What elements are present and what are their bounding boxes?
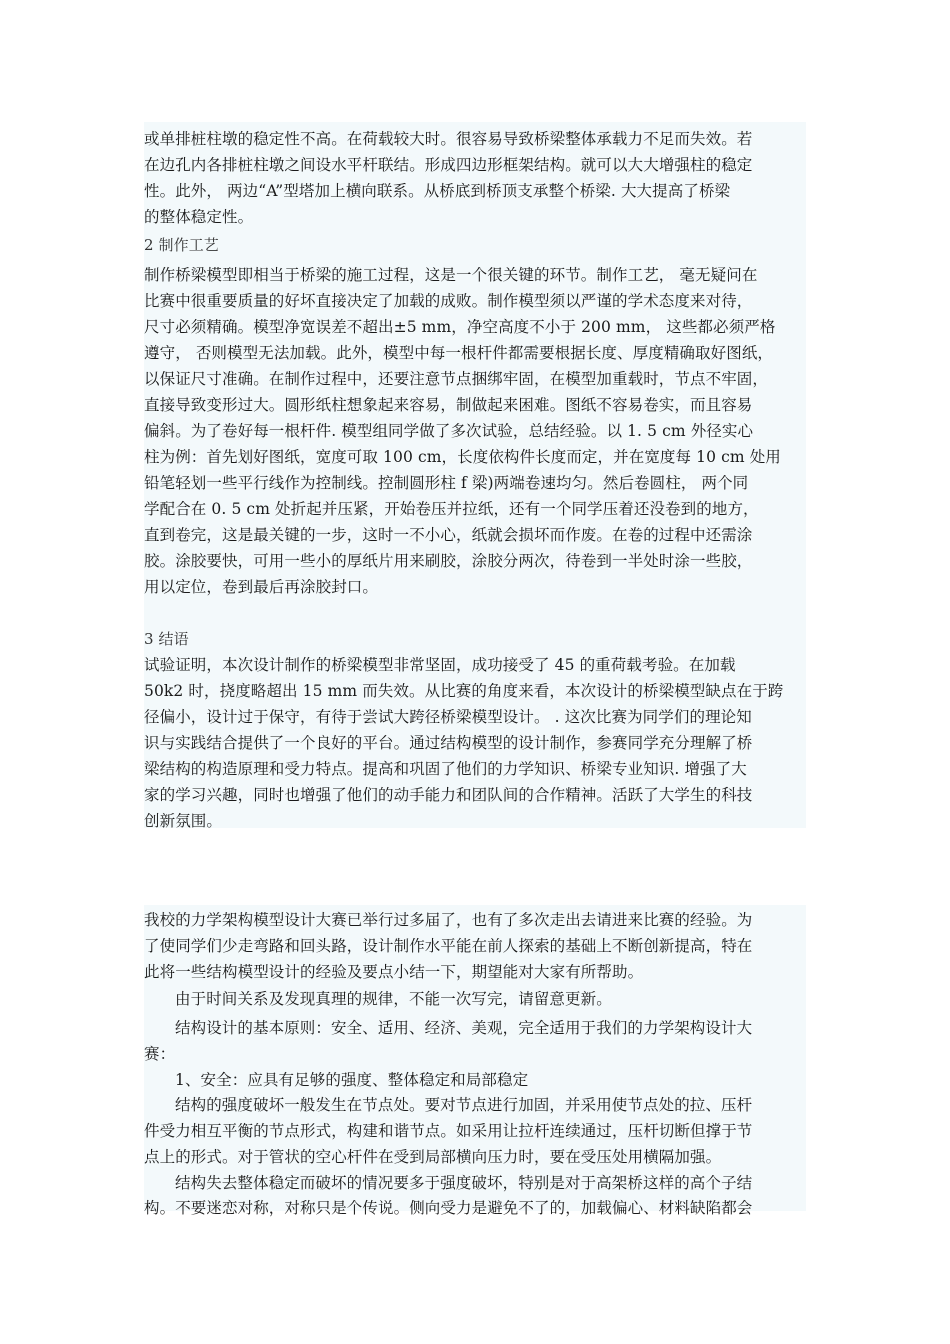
paragraph-line: 结构的强度破坏一般发生在节点处。要对节点进行加固，并采用使节点处的拉、压杆 bbox=[175, 1096, 753, 1114]
paragraph-line: 此将一些结构模型设计的经验及要点小结一下，期望能对大家有所帮助。 bbox=[144, 963, 644, 981]
paragraph-line: 件受力相互平衡的节点形式，构建和谐节点。如采用让拉杆连续通过，压杆切断但撑于节 bbox=[144, 1122, 753, 1140]
paragraph-line: 直接导致变形过大。圆形纸柱想象起来容易，制做起来困难。图纸不容易卷实，而且容易 bbox=[144, 396, 753, 414]
paragraph-line: 遵守， 否则模型无法加载。此外，模型中每一根杆件都需要根据长度、厚度精确取好图纸， bbox=[144, 344, 774, 362]
section-heading-2: 2 制作工艺 bbox=[144, 236, 219, 254]
lower-text-block bbox=[144, 905, 806, 1217]
paragraph-line: 比赛中很重要质量的好坏直接决定了加载的成败。制作模型须以严谨的学术态度来对待， bbox=[144, 292, 753, 310]
paragraph-line: 了使同学们少走弯路和回头路，设计制作水平能在前人探索的基础上不断创新提高，特在 bbox=[144, 937, 753, 955]
section-heading-3: 3 结语 bbox=[144, 630, 189, 648]
paragraph-line: 性。此外， 两边“A”型塔加上横向联系。从桥底到桥顶支承整个桥梁. 大大提高了桥梁 bbox=[144, 182, 731, 200]
paragraph-line: 构。不要迷恋对称，对称只是个传说。侧向受力是避免不了的，加载偏心、材料缺陷都会 bbox=[144, 1199, 753, 1217]
paragraph-line: 我校的力学架构模型设计大赛已举行过多届了，也有了多次走出去请进来比赛的经验。为 bbox=[144, 911, 753, 929]
paragraph-line: 识与实践结合提供了一个良好的平台。通过结构模型的设计制作，参赛同学充分理解了桥 bbox=[144, 734, 753, 752]
paragraph-line: 用以定位，卷到最后再涂胶封口。 bbox=[144, 578, 379, 596]
upper-text-block bbox=[144, 122, 806, 828]
paragraph-line: 铅笔轻划一些平行线作为控制线。控制圆形柱 f 梁)两端卷速均匀。然后卷圆柱， 两个同 bbox=[144, 474, 749, 492]
paragraph-line: 径偏小，设计过于保守，有待于尝试大跨径桥梁模型设计。 . 这次比赛为同学们的理论知 bbox=[144, 708, 752, 726]
paragraph-line: 尺寸必须精确。模型净宽误差不超出±5 mm，净空高度不小于 200 mm， 这些都必须严格 bbox=[144, 318, 776, 336]
paragraph-line: 50k2 时，挠度略超出 15 mm 而失效。从比赛的角度来看，本次设计的桥梁模型缺点在于跨 bbox=[144, 682, 784, 700]
paragraph-line: 由于时间关系及发现真理的规律，不能一次写完，请留意更新。 bbox=[175, 990, 612, 1008]
paragraph-line: 家的学习兴趣，同时也增强了他们的动手能力和团队间的合作精神。活跃了大学生的科技 bbox=[144, 786, 753, 804]
paragraph-line: 点上的形式。对于管状的空心杆件在受到局部横向压力时，要在受压处用横隔加强。 bbox=[144, 1148, 722, 1166]
paragraph-line: 结构失去整体稳定而破坏的情况要多于强度破坏，特别是对于高架桥这样的高个子结 bbox=[175, 1174, 753, 1192]
paragraph-line: 学配合在 0. 5 cm 处折起并压紧，开始卷压并拉纸，还有一个同学压着还没卷到的地方， bbox=[144, 500, 759, 518]
paragraph-line: 柱为例：首先划好图纸，宽度可取 100 cm，长度依构件长度而定，并在宽度每 10 cm 处用 bbox=[144, 448, 781, 466]
paragraph-line: 在边孔内各排桩柱墩之间设水平杆联结。形成四边形框架结构。就可以大大增强柱的稳定 bbox=[144, 156, 753, 174]
paragraph-line: 胶。涂胶要快，可用一些小的厚纸片用来刷胶，涂胶分两次，待卷到一半处时涂一些胶， bbox=[144, 552, 753, 570]
paragraph-line: 制作桥梁模型即相当于桥梁的施工过程，这是一个很关键的环节。制作工艺， 毫无疑问在 bbox=[144, 266, 758, 284]
paragraph-line: 创新氛围。 bbox=[144, 812, 223, 830]
paragraph-line: 1、安全：应具有足够的强度、整体稳定和局部稳定 bbox=[175, 1071, 529, 1089]
paragraph-line: 以保证尺寸准确。在制作过程中，还要注意节点捆绑牢固，在模型加重载时，节点不牢固， bbox=[144, 370, 769, 388]
paragraph-line: 赛： bbox=[144, 1045, 176, 1063]
paragraph-line: 或单排桩柱墩的稳定性不高。在荷载较大时。很容易导致桥梁整体承载力不足而失效。若 bbox=[144, 130, 753, 148]
paragraph-line: 梁结构的构造原理和受力特点。提高和巩固了他们的力学知识、桥梁专业知识. 增强了大 bbox=[144, 760, 747, 778]
paragraph-line: 偏斜。为了卷好每一根杆件. 模型组同学做了多次试验，总结经验。以 1. 5 cm 外径实心 bbox=[144, 422, 754, 440]
paragraph-line: 结构设计的基本原则：安全、适用、经济、美观，完全适用于我们的力学架构设计大 bbox=[175, 1019, 753, 1037]
paragraph-line: 试验证明，本次设计制作的桥梁模型非常坚固，成功接受了 45 的重荷载考验。在加载 bbox=[144, 656, 736, 674]
paragraph-line: 直到卷完，这是最关键的一步，这时一不小心，纸就会损坏而作废。在卷的过程中还需涂 bbox=[144, 526, 753, 544]
paragraph-line: 的整体稳定性。 bbox=[144, 208, 254, 226]
